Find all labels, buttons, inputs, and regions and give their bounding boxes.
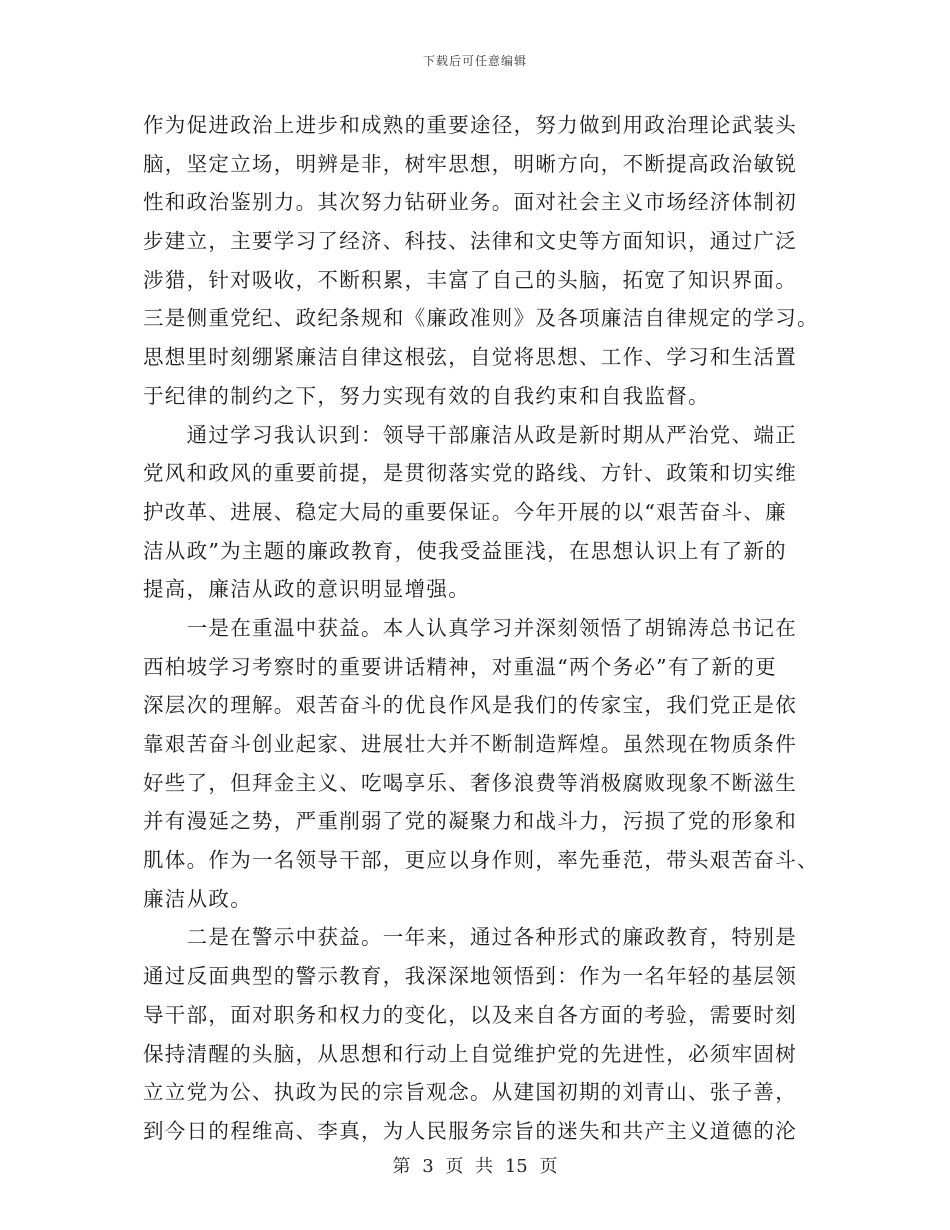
body-text: [143, 106, 819, 1151]
text-line: 立立党为公、执政为民的宗旨观念。从建国初期的刘青山、张子善，: [143, 1080, 797, 1105]
text-line: 并有漫延之势，严重削弱了党的凝聚力和战斗力，污损了党的形象和: [143, 809, 797, 834]
text-line: 洁从政”为主题的廉政教育，使我受益匪浅，在思想认识上有了新的: [143, 538, 787, 563]
text-line: 护改革、进展、稳定大局的重要保证。今年开展的以“艰苦奋斗、廉: [143, 499, 787, 524]
text-line: 提高，廉洁从政的意识明显增强。: [143, 577, 470, 602]
text-line: 好些了，但拜金主义、吃喝享乐、奢侈浪费等消极腐败现象不断滋生: [143, 770, 797, 795]
text-line: 到今日的程维高、李真，为人民服务宗旨的迷失和共产主义道德的沦: [143, 1118, 797, 1143]
text-line: 西柏坡学习考察时的重要讲话精神，对重温“两个务必”有了新的更: [143, 654, 777, 679]
text-line: 党风和政风的重要前提，是贯彻落实党的路线、方针、政策和切实维: [143, 461, 797, 486]
text-line: 于纪律的制约之下，努力实现有效的自我约束和自我监督。: [143, 383, 710, 408]
text-line: 通过学习我认识到：领导干部廉洁从政是新时期从严治党、端正: [143, 422, 797, 447]
text-line: 性和政治鉴别力。其次努力钻研业务。面对社会主义市场经济体制初: [143, 190, 797, 215]
text-line: 廉洁从政。: [143, 886, 252, 911]
text-line: 三是侧重党纪、政纪条规和《廉政准则》及各项廉洁自律规定的学习。: [143, 306, 819, 331]
page-number-footer: 第 3 页 共 15 页: [392, 1156, 558, 1177]
text-line: 通过反面典型的警示教育，我深深地领悟到：作为一名年轻的基层领: [143, 964, 797, 989]
text-line: 思想里时刻绷紧廉洁自律这根弦，自觉将思想、工作、学习和生活置: [143, 345, 797, 370]
text-line: 一是在重温中获益。本人认真学习并深刻领悟了胡锦涛总书记在: [143, 615, 797, 640]
text-line: 脑，坚定立场，明辨是非，树牢思想，明晰方向，不断提高政治敏锐: [143, 151, 797, 176]
text-line: 肌体。作为一名领导干部，更应以身作则，率先垂范，带头艰苦奋斗、: [143, 848, 819, 873]
text-line: 导干部，面对职务和权力的变化，以及来自各方面的考验，需要时刻: [143, 1002, 797, 1027]
text-line: 深层次的理解。艰苦奋斗的优良作风是我们的传家宝，我们党正是依: [143, 693, 797, 718]
text-line: 作为促进政治上进步和成熟的重要途径，努力做到用政治理论武装头: [143, 113, 797, 137]
text-line: 保持清醒的头脑，从思想和行动上自觉维护党的先进性，必须牢固树: [143, 1041, 797, 1066]
text-line: 涉猎，针对吸收，不断积累，丰富了自己的头脑，拓宽了知识界面。: [143, 267, 797, 292]
text-line: 二是在警示中获益。一年来，通过各种形式的廉政教育，特别是: [143, 925, 797, 950]
page-header-note: 下载后可任意编辑: [422, 54, 527, 68]
text-line: 靠艰苦奋斗创业起家、进展壮大并不断制造辉煌。虽然现在物质条件: [143, 732, 797, 756]
text-line: 步建立，主要学习了经济、科技、法律和文史等方面知识，通过广泛: [143, 229, 797, 254]
